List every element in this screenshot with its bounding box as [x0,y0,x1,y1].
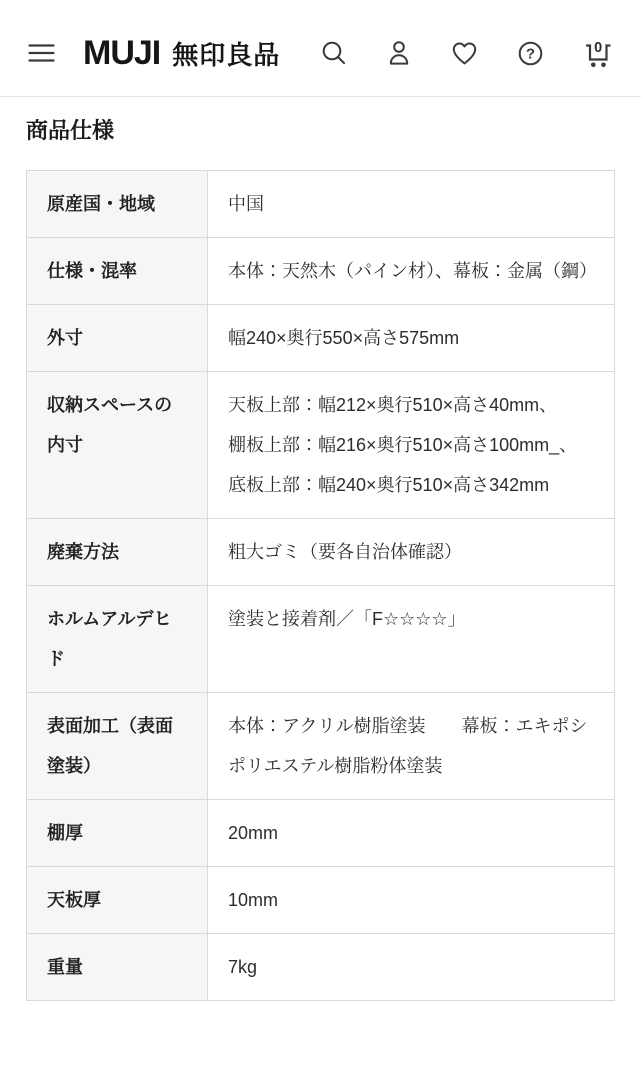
spec-value: 塗装と接着剤／「F☆☆☆☆」 [208,586,615,693]
spec-value: 20mm [208,800,615,867]
spec-label: 仕様・混率 [27,238,208,305]
wishlist-button[interactable] [449,38,480,68]
muji-logo-en: MUJI [83,33,161,72]
table-row [27,800,615,867]
account-button[interactable] [384,38,414,68]
menu-button[interactable] [28,42,55,64]
spec-label: 原産国・地域 [27,171,208,238]
spec-label: 表面加工（表面塗装） [27,693,208,800]
header-actions [319,38,615,69]
hamburger-icon [28,42,55,64]
svg-text:?: ? [525,45,536,63]
spec-value: 本体：アクリル樹脂塗装 幕板：エキポシポリエステル樹脂粉体塗装 [208,693,615,800]
cart-icon [581,38,615,69]
spec-label: 収納スペースの内寸 [27,372,208,519]
spec-table-body [27,171,615,1001]
table-row [27,305,615,372]
search-icon [319,38,349,68]
spec-label: 棚厚 [27,800,208,867]
spec-label: 廃棄方法 [27,519,208,586]
table-row [27,519,615,586]
page-title: 商品仕様 [26,118,115,143]
table-row [27,693,615,800]
table-row [27,586,615,693]
spec-value: 中国 [208,171,615,238]
spec-value: 本体：天然木（パイン材）、幕板：金属（鋼） [208,238,615,305]
spec-label: 外寸 [27,305,208,372]
main-content [0,118,641,1001]
table-row [27,171,615,238]
table-row [27,867,615,934]
cart-count-badge: 0 [594,39,603,56]
person-icon [384,38,414,68]
heart-icon [449,38,480,68]
spec-value: 粗大ゴミ（要各自治体確認） [208,519,615,586]
table-row [27,238,615,305]
search-button[interactable] [319,38,349,68]
spec-label: 重量 [27,934,208,1001]
muji-logo-jp: 無印良品 [172,39,281,70]
table-row [27,372,615,519]
spec-label: 天板厚 [27,867,208,934]
spec-value: 10mm [208,867,615,934]
spec-value: 天板上部：幅212×奥行510×高さ40mm、 棚板上部：幅216×奥行510×高さ100mm_、底板上部：幅240×奥行510×高さ342mm [208,372,615,519]
spec-table [26,170,615,1001]
spec-value: 幅240×奥行550×高さ575mm [208,305,615,372]
table-row [27,934,615,1001]
cart-button[interactable] [581,38,615,69]
spec-value: 7kg [208,934,615,1001]
app-header [0,0,641,97]
question-icon [515,38,546,69]
muji-logo[interactable] [83,34,280,73]
help-button[interactable] [515,38,546,69]
spec-label: ホルムアルデヒド [27,586,208,693]
